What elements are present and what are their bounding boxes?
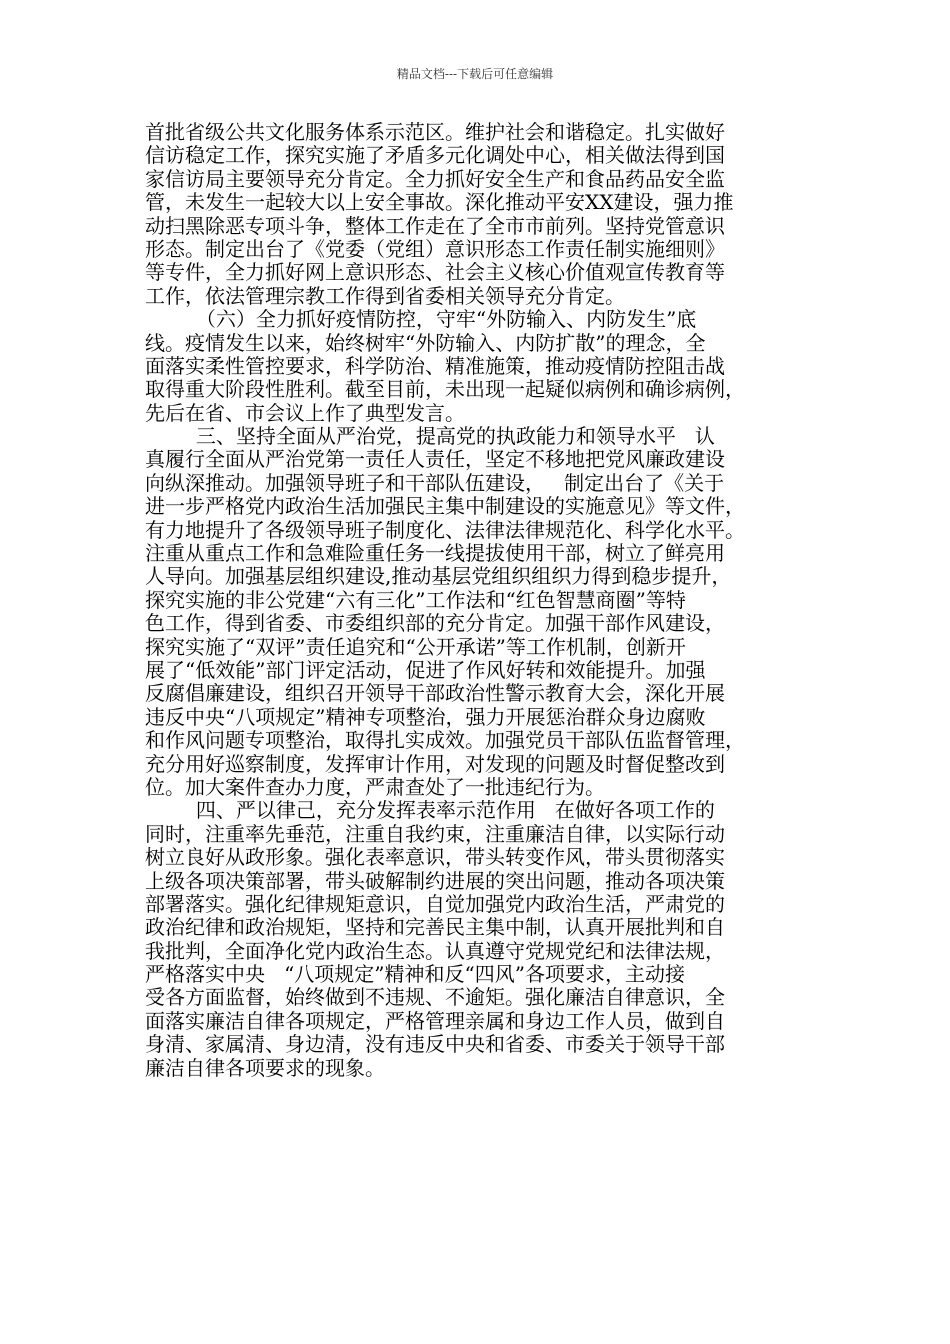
text-line: 受各方面监督，始终做到不违规、不逾矩。强化廉洁自律意识，全 — [145, 985, 725, 1010]
text-line: 工作，依法管理宗教工作得到省委相关领导充分肯定。 — [145, 283, 625, 308]
text-line: 严格落实中央 “八项规定”精神和反“四风”各项要求，主动接 — [145, 962, 685, 987]
text-line: 真履行全面从严治党第一责任人责任，坚定不移地把党风廉政建设 — [145, 447, 725, 472]
text-line: 注重从重点工作和急难险重任务一线提拔使用干部，树立了鲜亮用 — [145, 541, 725, 566]
text-line: 动扫黑除恶专项斗争，整体工作走在了全市市前列。坚持党管意识 — [145, 213, 725, 238]
text-line: 向纵深推动。加强领导班子和干部队伍建设， 制定出台了《关于 — [145, 470, 725, 495]
text-line: 展了“低效能”部门评定活动，促进了作风好转和效能提升。加强 — [145, 657, 706, 682]
text-line: 等专件，全力抓好网上意识形态、社会主义核心价值观宣传教育等 — [145, 260, 725, 285]
text-line: 违反中央“八项规定”精神专项整治，强力开展惩治群众身边腐败 — [145, 704, 706, 729]
text-line: 进一步严格党内政治生活加强民主集中制建设的实施意见》等文件， — [145, 494, 745, 519]
text-line: 部署落实。强化纪律规矩意识，自觉加强党内政治生活，严肃党的 — [145, 891, 725, 916]
text-line: 树立良好从政形象。强化表率意识，带头转变作风，带头贯彻落实 — [145, 845, 725, 870]
page-header: 精品文档---下载后可任意编辑 — [396, 67, 554, 81]
text-line: 充分用好巡察制度，发挥审计作用，对发现的问题及时督促整改到 — [145, 751, 725, 776]
text-line: 色工作，得到省委、市委组织部的充分肯定。加强干部作风建设， — [145, 611, 725, 636]
text-line: 家信访局主要领导充分肯定。全力抓好安全生产和食品药品安全监 — [145, 166, 725, 191]
text-line: 面落实廉洁自律各项规定，严格管理亲属和身边工作人员，做到自 — [145, 1008, 725, 1033]
text-line: 形态。制定出台了《党委（党组）意识形态工作责任制实施细则》 — [145, 236, 725, 261]
section-heading-line: （六）全力抓好疫情防控，守牢“外防输入、内防发生”底 — [145, 307, 697, 332]
text-line: 有力地提升了各级领导班子制度化、法律法律规范化、科学化水平。 — [145, 517, 745, 542]
text-line: 人导向。加强基层组织建设,推动基层党组织组织力得到稳步提升， — [145, 564, 732, 589]
text-line: 先后在省、市会议上作了典型发言。 — [145, 400, 465, 425]
document-body — [145, 121, 825, 1080]
text-line: 首批省级公共文化服务体系示范区。维护社会和谐稳定。扎实做好 — [145, 120, 725, 144]
text-line: 政治纪律和政治规矩，坚持和完善民主集中制，认真开展批判和自 — [145, 915, 725, 940]
text-line: 我批判，全面净化党内政治生态。认真遵守党规党纪和法律法规， — [145, 938, 725, 963]
text-line: 探究实施了“双评”责任追究和“公开承诺”等工作机制，创新开 — [145, 634, 686, 659]
text-line: 上级各项决策部署，带头破解制约进展的突出问题，推动各项决策 — [145, 868, 725, 893]
text-line: 取得重大阶段性胜利。截至目前，未出现一起疑似病例和确诊病例， — [145, 377, 745, 402]
section-heading-line: 四、严以律己，充分发挥表率示范作用 在做好各项工作的 — [145, 798, 715, 823]
text-line: 反腐倡廉建设，组织召开领导干部政治性警示教育大会，深化开展 — [145, 681, 725, 706]
text-line: 面落实柔性管控要求，科学防治、精准施策，推动疫情防控阻击战 — [145, 353, 725, 378]
text-line: 探究实施的非公党建“六有三化”工作法和“红色智慧商圈”等特 — [145, 587, 686, 612]
section-heading-line: 三、坚持全面从严治党，提高党的执政能力和领导水平 认 — [145, 424, 715, 449]
text-line: 位。加大案件查办力度，严肃查处了一批违纪行为。 — [145, 774, 605, 799]
text-line: 信访稳定工作，探究实施了矛盾多元化调处中心，相关做法得到国 — [145, 143, 725, 168]
text-line: 廉洁自律各项要求的现象。 — [145, 1055, 385, 1080]
text-line: 和作风问题专项整治，取得扎实成效。加强党员干部队伍监督管理， — [145, 728, 745, 753]
text-line: 身清、家属清、身边清，没有违反中央和省委、市委关于领导干部 — [145, 1032, 725, 1057]
text-line: 线。疫情发生以来，始终树牢“外防输入、内防扩散”的理念，全 — [145, 330, 706, 355]
text-line: 同时，注重率先垂范，注重自我约束，注重廉洁自律，以实际行动 — [145, 821, 725, 846]
text-line: 管，未发生一起较大以上安全事故。深化推动平安XX建设，强力推 — [145, 190, 734, 215]
